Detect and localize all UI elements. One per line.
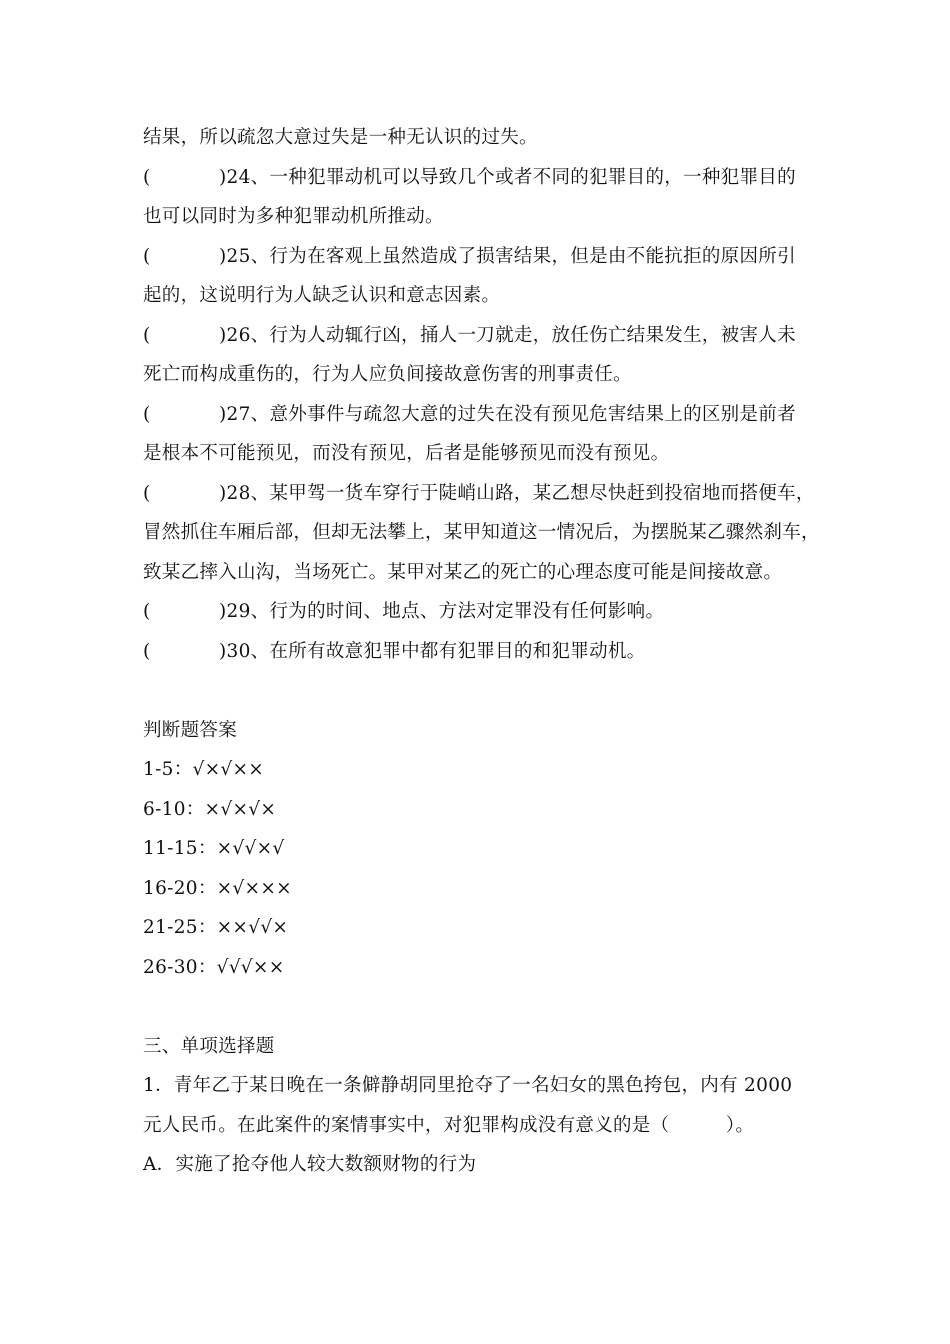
question-text: 30、在所有故意犯罪中都有犯罪目的和犯罪动机。 bbox=[226, 640, 646, 662]
page-content bbox=[143, 118, 820, 1185]
judgment-question-28 bbox=[143, 474, 815, 514]
answer-row: 26-30：√√√×× bbox=[143, 956, 285, 978]
question-text-continued: 是根本不可能预见，而没有预见，后者是能够预见而没有预见。 bbox=[143, 443, 670, 464]
answer-blank-close: ) bbox=[219, 640, 227, 662]
answer-blank-open: ( bbox=[143, 324, 151, 346]
choice-question-1-continued: 元人民币。在此案件的案情事实中，对犯罪构成没有意义的是（ ）。 bbox=[143, 1114, 755, 1136]
answer-row: 6-10：×√×√× bbox=[143, 798, 277, 820]
section-title: 三、单项选择题 bbox=[143, 1035, 275, 1057]
answer-blank-close: ) bbox=[219, 482, 227, 504]
answer-blank-open: ( bbox=[143, 482, 151, 504]
question-text-continued: 致某乙摔入山沟，当场死亡。某甲对某乙的死亡的心理态度可能是间接故意。 bbox=[143, 561, 783, 583]
answers-title: 判断题答案 bbox=[143, 719, 238, 741]
answer-row: 16-20：×√××× bbox=[143, 877, 292, 899]
answer-blank-close: ) bbox=[219, 601, 227, 622]
answer-row: 21-25：××√√× bbox=[143, 917, 289, 938]
answer-blank-open: ( bbox=[143, 166, 151, 188]
judgment-question-26 bbox=[143, 316, 808, 356]
spacer bbox=[143, 671, 808, 711]
judgment-question-30 bbox=[143, 632, 808, 672]
answer-blank-open: ( bbox=[143, 601, 151, 622]
answer-row: 1-5：√×√×× bbox=[143, 759, 265, 780]
question-text: 24、一种犯罪动机可以导致几个或者不同的犯罪目的，一种犯罪目的 bbox=[226, 166, 796, 188]
choice-question-1: 1．青年乙于某日晚在一条僻静胡同里抢夺了一名妇女的黑色挎包，内有 2000 bbox=[143, 1075, 793, 1096]
judgment-question-29 bbox=[143, 592, 808, 632]
question-text-continued: 死亡而构成重伤的，行为人应负间接故意伤害的刑事责任。 bbox=[143, 364, 632, 385]
question-text: 27、意外事件与疏忽大意的过失在没有预见危害结果上的区别是前者 bbox=[226, 403, 796, 425]
answer-blank-open: ( bbox=[143, 245, 151, 267]
question-text: 29、行为的时间、地点、方法对定罪没有任何影响。 bbox=[226, 601, 665, 622]
answer-blank-close: ) bbox=[219, 166, 227, 188]
question-text: 25、行为在客观上虽然造成了损害结果，但是由不能抗拒的原因所引 bbox=[226, 245, 796, 267]
answer-blank-close: ) bbox=[219, 403, 227, 425]
answer-blank-open: ( bbox=[143, 403, 151, 425]
spacer bbox=[143, 987, 808, 1027]
answer-row: 11-15：×√√×√ bbox=[143, 838, 285, 859]
answer-blank-close: ) bbox=[219, 245, 227, 267]
question-text-continued: 起的，这说明行为人缺乏认识和意志因素。 bbox=[143, 285, 501, 306]
question-text: 26、行为人动辄行凶，捅人一刀就走，放任伤亡结果发生，被害人未 bbox=[226, 324, 796, 346]
judgment-question-25 bbox=[143, 237, 808, 277]
question-text: 28、某甲驾一货车穿行于陡峭山路，某乙想尽快赶到投宿地而搭便车， bbox=[226, 482, 815, 504]
question-text-continued: 也可以同时为多种犯罪动机所推动。 bbox=[143, 206, 444, 227]
answer-blank-open: ( bbox=[143, 640, 151, 662]
continuation-text: 结果，所以疏忽大意过失是一种无认识的过失。 bbox=[143, 127, 538, 148]
judgment-question-27 bbox=[143, 395, 808, 435]
question-text-continued: 冒然抓住车厢后部，但却无法攀上，某甲知道这一情况后，为摆脱某乙骤然刹车， bbox=[143, 522, 820, 543]
judgment-question-24 bbox=[143, 158, 808, 198]
choice-option-a: A．实施了抢夺他人较大数额财物的行为 bbox=[143, 1154, 477, 1175]
answer-blank-close: ) bbox=[219, 324, 227, 346]
